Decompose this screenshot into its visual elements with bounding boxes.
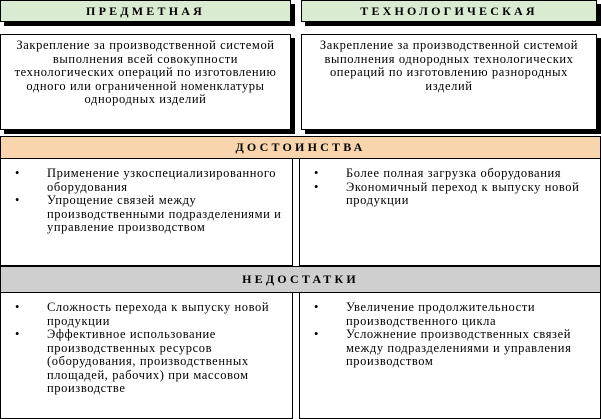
technological-type-definition-text: Закрепление за производственной системой выполнения однородных технологических операций по изготовлению разнородных изделий xyxy=(319,38,579,93)
technological-disadvantage-item: • Усложнение производственных связей между подразделениями и управления производством xyxy=(300,328,600,369)
technological-type-header xyxy=(301,0,597,22)
subject-disadvantage-item: • Сложность перехода к выпуску новой продукции xyxy=(1,301,292,328)
subject-advantages-list xyxy=(0,158,293,266)
subject-type-definition-text: Закрепление за производственной системой выполнения всей совокупности технологических операций по изготовлению одного или ограниченной номенклатуры однородных изделий xyxy=(14,38,277,106)
subject-disadvantage-item: • Эффективное использование производственных ресурсов (оборудования, производственных площадей, рабочих) при массовом производстве xyxy=(1,328,292,396)
technological-advantages-list xyxy=(299,158,601,266)
subject-type-definition xyxy=(0,34,291,130)
subject-type-title: ПРЕДМЕТНАЯ xyxy=(86,3,205,18)
technological-type-definition xyxy=(301,34,597,130)
subject-disadvantages-list xyxy=(0,292,293,419)
technological-disadvantages-list xyxy=(299,292,601,419)
disadvantages-title: НЕДОСТАТКИ xyxy=(242,272,359,286)
advantages-header xyxy=(0,136,601,159)
technological-disadvantage-item: • Увеличение продолжительности производственного цикла xyxy=(300,301,600,328)
technological-advantage-item: • Экономичный переход к выпуску новой продукции xyxy=(300,181,600,208)
technological-type-title: ТЕХНОЛОГИЧЕСКАЯ xyxy=(360,3,538,18)
subject-advantage-item: • Упрощение связей между производственными подразделениями и управление производством xyxy=(1,194,292,235)
advantages-title: ДОСТОИНСТВА xyxy=(235,140,366,154)
subject-type-header xyxy=(0,0,291,22)
technological-advantage-item: • Более полная загрузка оборудования xyxy=(300,167,600,181)
disadvantages-header xyxy=(0,266,601,293)
subject-advantage-item: • Применение узкоспециализированного оборудования xyxy=(1,167,292,194)
